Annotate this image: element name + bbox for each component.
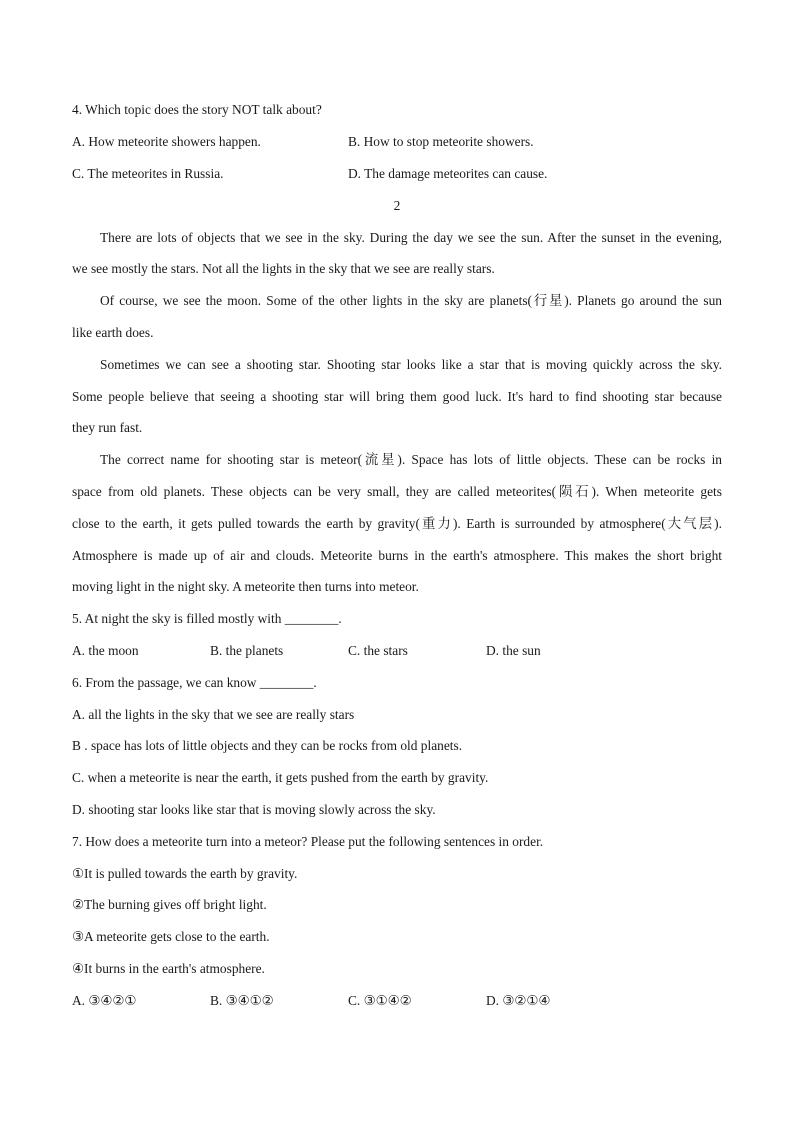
q6-stem: 6. From the passage, we can know ________. bbox=[72, 675, 317, 690]
passage-p2-line1: Of course, we see the moon. Some of the other lights in the sky are planets(行星). Planets go around the sun bbox=[100, 293, 722, 308]
passage-p1-line2: we see mostly the stars. Not all the lights in the sky that we see are really stars. bbox=[72, 261, 495, 276]
q4-option-c: C. The meteorites in Russia. bbox=[72, 166, 224, 181]
passage-p4-line2: space from old planets. These objects can be very small, they are called meteorites(陨石). When meteorite gets bbox=[72, 484, 722, 499]
q5-option-a: A. the moon bbox=[72, 643, 139, 658]
q4-option-a: A. How meteorite showers happen. bbox=[72, 134, 261, 149]
q4-option-b: B. How to stop meteorite showers. bbox=[348, 134, 534, 149]
passage-p4-line5: moving light in the night sky. A meteorite then turns into meteor. bbox=[72, 579, 419, 594]
q5-option-b: B. the planets bbox=[210, 643, 284, 658]
q7-option-c: C. ③①④② bbox=[348, 993, 412, 1008]
passage-p3-line1: Sometimes we can see a shooting star. Shooting star looks like a star that is moving quickly across the sky. bbox=[100, 357, 722, 372]
q7-option-a: A. ③④②① bbox=[72, 993, 137, 1008]
passage-p3-line3: they run fast. bbox=[72, 420, 143, 435]
q6-option-b: B . space has lots of little objects and they can be rocks from old planets. bbox=[72, 738, 463, 753]
q7-option-b: B. ③④①② bbox=[210, 993, 274, 1008]
q6-option-c: C. when a meteorite is near the earth, it gets pushed from the earth by gravity. bbox=[72, 770, 489, 785]
q6-option-d: D. shooting star looks like star that is moving slowly across the sky. bbox=[72, 802, 436, 817]
q7-sentence-2: ②The burning gives off bright light. bbox=[72, 897, 267, 912]
q7-sentence-4: ④It burns in the earth's atmosphere. bbox=[72, 961, 265, 976]
q4-option-d: D. The damage meteorites can cause. bbox=[348, 166, 548, 181]
q4-stem: 4. Which topic does the story NOT talk about? bbox=[72, 102, 322, 117]
q6-option-a: A. all the lights in the sky that we see are really stars bbox=[72, 707, 355, 722]
q5-stem: 5. At night the sky is filled mostly with ________. bbox=[72, 611, 342, 626]
passage-p3-line2: Some people believe that seeing a shooting star will bring them good luck. It's hard to find shooting star because bbox=[72, 389, 722, 404]
q5-option-d: D. the sun bbox=[486, 643, 541, 658]
passage-p4-line1: The correct name for shooting star is meteor(流星). Space has lots of little objects. These can be rocks in bbox=[100, 452, 722, 467]
passage-p2-line2: like earth does. bbox=[72, 325, 154, 340]
q5-option-c: C. the stars bbox=[348, 643, 408, 658]
passage-p4-line4: Atmosphere is made up of air and clouds. Meteorite burns in the earth's atmosphere. This makes the short bright bbox=[72, 548, 722, 563]
q7-sentence-1: ①It is pulled towards the earth by gravity. bbox=[72, 866, 298, 881]
q7-stem: 7. How does a meteorite turn into a meteor? Please put the following sentences in order. bbox=[72, 834, 544, 849]
q7-sentence-3: ③A meteorite gets close to the earth. bbox=[72, 929, 270, 944]
passage-p4-line3: close to the earth, it gets pulled towards the earth by gravity(重力). Earth is surrounded by atmosphere(大气层). bbox=[72, 516, 722, 531]
q7-option-d: D. ③②①④ bbox=[486, 993, 551, 1008]
passage-p1-line1: There are lots of objects that we see in the sky. During the day we see the sun. After the sunset in the evening, bbox=[100, 230, 722, 245]
passage-number: 2 bbox=[393, 198, 401, 213]
